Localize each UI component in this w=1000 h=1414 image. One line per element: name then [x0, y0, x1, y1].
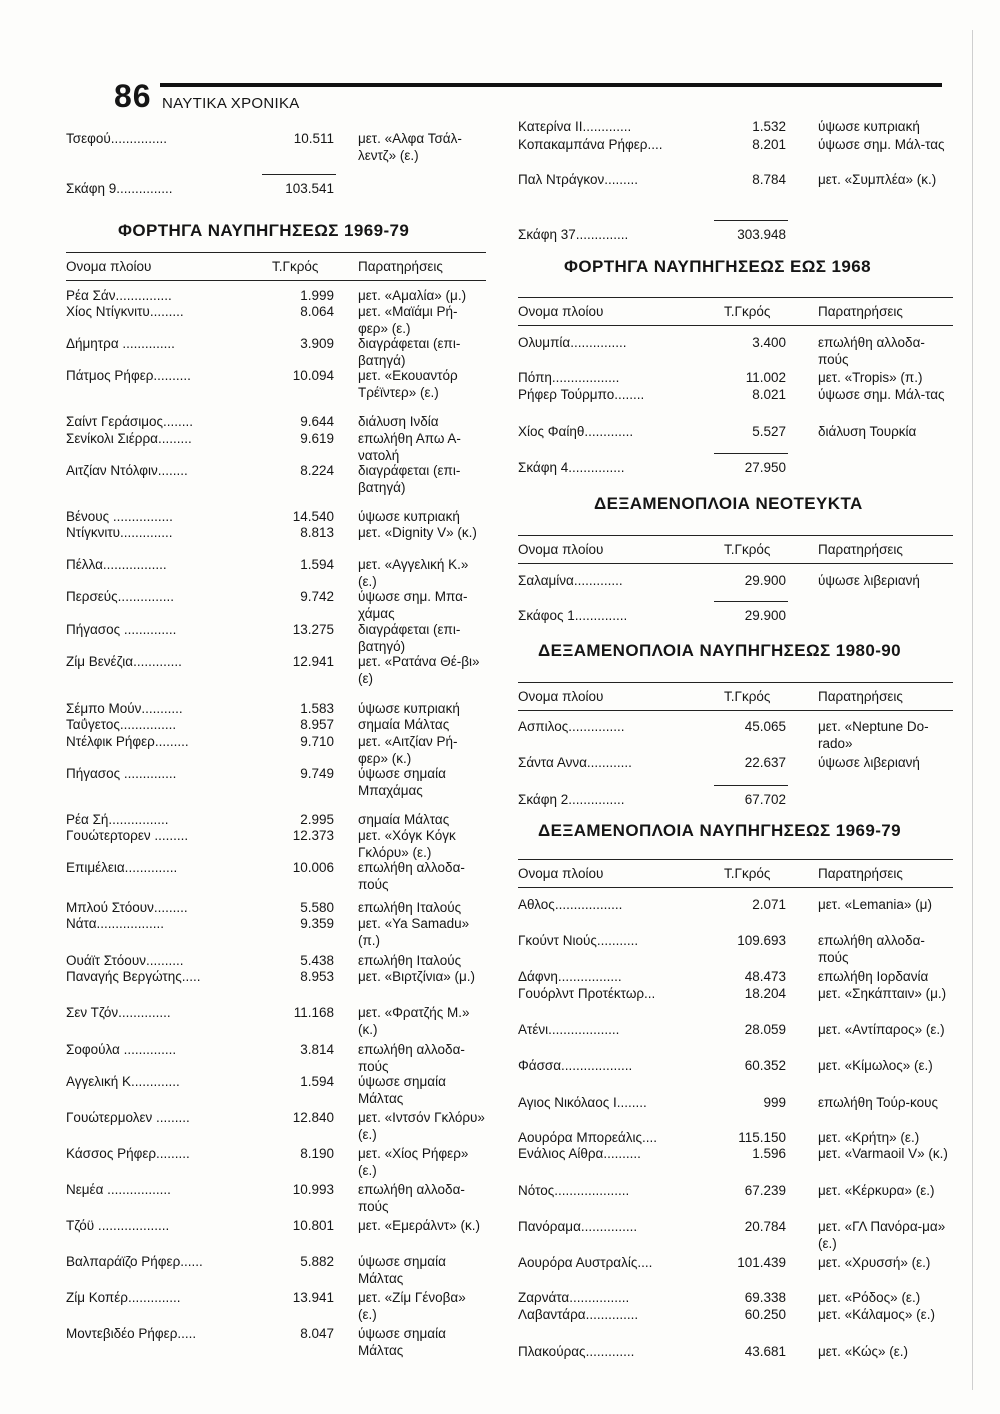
left-row-tons: 8.190 — [300, 1146, 334, 1161]
left-row-tons: 9.742 — [300, 589, 334, 604]
section5-title: ΔΕΞΑΜΕΝΟΠΛΟΙΑ ΝΑΥΠΗΓΗΣΕΩΣ 1969-79 — [538, 821, 901, 840]
left-row-name: Ζίμ Βενέζια............. — [66, 654, 182, 669]
left-row-tons: 3.909 — [300, 336, 334, 351]
left-row-name: Μοντεβιδέο Ρήφερ..... — [66, 1326, 197, 1341]
left-row-name: Πήγασος .............. — [66, 622, 177, 637]
section2-row-remark: ύψωσε σημ. Μάλ-τας — [818, 387, 945, 402]
left-row-remark: ύψωσε σημαία Μάλτας — [358, 1326, 446, 1358]
section5-row-tons: 67.239 — [744, 1183, 786, 1198]
section5-row-tons: 101.439 — [737, 1255, 786, 1270]
left-row-tons: 5.438 — [300, 953, 334, 968]
left-row-tons: 10.006 — [292, 860, 334, 875]
left-row-remark: ύψωσε σημαία Μπαχάμας — [358, 766, 446, 798]
section2-row-tons: 3.400 — [752, 335, 786, 350]
right-top-row-name: Κατερίνα ΙΙ............. — [518, 119, 632, 134]
section5-row-remark: μετ. «Κέρκυρα» (ε.) — [818, 1183, 935, 1198]
section4-row-name: Ασπιλος............... — [518, 719, 625, 734]
right-top-total-value: 303.948 — [737, 227, 786, 242]
left-row-tons: 10.094 — [292, 368, 334, 383]
section5-row-remark: επωλήθη Τούρ-κους — [818, 1095, 939, 1110]
left-row-name: Ταΰγετος............... — [66, 717, 177, 732]
left-row-tons: 1.594 — [300, 557, 334, 572]
section4-row-tons: 45.065 — [744, 719, 786, 734]
left-row-tons: 12.941 — [292, 654, 334, 669]
left-top-row-tons: 10.511 — [293, 131, 334, 146]
left-row-name: Τζόϋ ................... — [66, 1218, 170, 1233]
section2-row-name: Πόπη.................. — [518, 370, 620, 385]
section5-row-name: Νότος.................... — [518, 1183, 630, 1198]
left-row-name: Κάσσος Ρήφερ......... — [66, 1146, 190, 1161]
left-header-bottom-rule — [66, 280, 486, 281]
left-row-remark: ύψωσε σημ. Μπα-χάμας — [358, 589, 468, 621]
section3-total-label: Σκάφος 1.............. — [518, 608, 628, 623]
left-row-remark: επωλήθη Ιταλούς — [358, 900, 462, 915]
scan-edge-line — [972, 30, 973, 1390]
section3-header-remarks: Παρατηρήσεις — [818, 542, 903, 557]
left-row-name: Επιμέλεια.............. — [66, 860, 178, 875]
left-row-name: Δήμητρα .............. — [66, 336, 175, 351]
left-row-tons: 9.619 — [300, 431, 334, 446]
section4-total-label: Σκάφη 2............... — [518, 792, 625, 807]
section5-row-name: Αουρόρα Αυστραλίς.... — [518, 1255, 653, 1270]
left-row-remark: σημαία Μάλτας — [358, 717, 450, 732]
left-row-remark: μετ. «Χόγκ Κόγκ Γκλόρυ» (ε.) — [358, 828, 456, 860]
section4-row-tons: 22.637 — [744, 755, 786, 770]
left-row-tons: 1.583 — [300, 701, 334, 716]
section5-row-tons: 109.693 — [737, 933, 786, 948]
left-row-remark: διαγράφεται (επι-βατηγό) — [358, 622, 461, 654]
section5-row-name: Αγιος Νικόλαος Ι........ — [518, 1095, 647, 1110]
section4-header-bottom-rule — [518, 710, 953, 711]
section5-row-tons: 43.681 — [744, 1344, 786, 1359]
section5-row-remark: μετ. «Lemania» (μ) — [818, 897, 932, 912]
left-row-name: Ουάϊτ Στόουν.......... — [66, 953, 184, 968]
left-row-name: Πάτμος Ρήφερ.......... — [66, 368, 191, 383]
left-row-remark: επωλήθη αλλοδα-πούς — [358, 860, 465, 892]
section2-header-name: Ονομα πλοίου — [518, 304, 604, 319]
section5-row-tons: 115.150 — [738, 1130, 786, 1145]
left-row-name: Πήγασος .............. — [66, 766, 177, 781]
left-row-tons: 9.749 — [300, 766, 334, 781]
right-top-row-remark: ύψωσε κυπριακή — [818, 119, 920, 134]
left-row-name: Ρέα Σή................ — [66, 812, 169, 827]
section5-header-top-rule — [518, 859, 953, 860]
section5-row-remark: επωλήθη Ιορδανία — [818, 969, 929, 984]
section5-row-tons: 60.352 — [744, 1058, 786, 1073]
left-header-tons: Τ.Γκρός — [272, 259, 319, 274]
section5-row-tons: 18.204 — [744, 986, 786, 1001]
section5-row-name: Αθλος.................. — [518, 897, 623, 912]
section3-row-remark: ύψωσε λιβεριανή — [818, 573, 920, 588]
section5-row-name: Δάφνη................. — [518, 969, 622, 984]
right-top-total-label: Σκάφη 37.............. — [518, 227, 629, 242]
left-header-name: Ονομα πλοίου — [66, 259, 152, 274]
left-row-name: Ντίγκνιτυ.............. — [66, 525, 173, 540]
left-row-name: Βαλπαράϊζο Ρήφερ...... — [66, 1254, 203, 1269]
section2-total-rule — [714, 453, 788, 454]
left-top-total-rule — [262, 174, 336, 175]
left-row-tons: 9.359 — [300, 916, 334, 931]
section4-title: ΔΕΞΑΜΕΝΟΠΛΟΙΑ ΝΑΥΠΗΓΗΣΕΩΣ 1980-90 — [538, 641, 901, 660]
left-row-name: Ντέλφικ Ρήφερ......... — [66, 734, 189, 749]
section5-row-tons: 999 — [763, 1095, 786, 1110]
section2-row-name: Ολυμπία............... — [518, 335, 627, 350]
left-row-name: Αγγελική Κ............. — [66, 1074, 180, 1089]
section5-row-name: Πλακούρας............. — [518, 1344, 635, 1359]
section2-header-top-rule — [518, 297, 953, 298]
section4-header-remarks: Παρατηρήσεις — [818, 689, 903, 704]
section2-row-tons: 5.527 — [752, 424, 786, 439]
section5-row-name: Ατένι................... — [518, 1022, 620, 1037]
left-row-remark: ύψωσε κυπριακή — [358, 509, 460, 524]
left-row-remark: μετ. «Αιτζίαν Ρή-φερ» (κ.) — [358, 734, 458, 766]
right-top-row-remark: μετ. «Συμπλέα» (κ.) — [818, 172, 937, 187]
section4-header-name: Ονομα πλοίου — [518, 689, 604, 704]
section2-row-remark: μετ. «Tropis» (π.) — [818, 370, 923, 385]
section2-row-name: Χίος Φαίηθ............. — [518, 424, 634, 439]
magazine-title: ΝΑΥΤΙΚΑ ΧΡΟΝΙΚΑ — [162, 95, 300, 112]
section3-header-bottom-rule — [518, 563, 953, 564]
section2-header-tons: Τ.Γκρός — [724, 304, 771, 319]
left-row-tons: 8.957 — [300, 717, 334, 732]
left-row-name: Μπλού Στόουν......... — [66, 900, 188, 915]
section5-row-name: Λαβαντάρα.............. — [518, 1307, 639, 1322]
section4-total-rule — [714, 785, 788, 786]
section3-row-tons: 29.900 — [744, 573, 786, 588]
left-row-name: Γουώτερμολεν ......... — [66, 1110, 190, 1125]
right-top-row-remark: ύψωσε σημ. Μάλ-τας — [818, 137, 945, 152]
section5-row-tons: 28.059 — [744, 1022, 786, 1037]
left-row-name: Ρέα Σάν............... — [66, 288, 172, 303]
section4-total-value: 67.702 — [744, 792, 786, 807]
right-top-row-name: Κοπακαμπάνα Ρήφερ.... — [518, 137, 663, 152]
section5-row-tons: 2.071 — [752, 897, 786, 912]
section5-header-name: Ονομα πλοίου — [518, 866, 604, 881]
left-row-name: Αιτζίαν Ντόλφιν........ — [66, 463, 188, 478]
section4-header-tons: Τ.Γκρός — [724, 689, 771, 704]
section2-row-name: Ρήφερ Τούρμπο........ — [518, 387, 645, 402]
section5-row-name: Ζαρνάτα................ — [518, 1290, 630, 1305]
section2-row-remark: επωλήθη αλλοδα-πούς — [818, 335, 925, 367]
right-top-row-tons: 1.532 — [752, 119, 786, 134]
section-title: ΦΟΡΤΗΓΑ ΝΑΥΠΗΓΗΣΕΩΣ 1969-79 — [118, 221, 410, 240]
section5-row-remark: μετ. «ΓΛ Πανόρα-μα» (ε.) — [818, 1219, 946, 1251]
section5-row-tons: 1.596 — [752, 1146, 786, 1161]
left-row-tons: 11.168 — [293, 1005, 334, 1020]
section5-row-name: Γουόρλντ Προτέκτωρ... — [518, 986, 656, 1001]
left-row-remark: μετ. «Χίος Ρήφερ» (ε.) — [358, 1146, 469, 1178]
section3-total-rule — [714, 601, 788, 602]
left-row-remark: ύψωσε σημαία Μάλτας — [358, 1074, 446, 1106]
right-top-row-tons: 8.784 — [752, 172, 786, 187]
left-row-tons: 13.275 — [292, 622, 334, 637]
section4-row-remark: μετ. «Neptune Do-rado» — [818, 719, 929, 751]
section3-total-value: 29.900 — [744, 608, 786, 623]
left-row-tons: 8.953 — [300, 969, 334, 984]
left-row-remark: σημαία Μάλτας — [358, 812, 450, 827]
left-row-name: Νεμέα ................. — [66, 1182, 171, 1197]
section2-row-tons: 11.002 — [745, 370, 786, 385]
left-row-remark: μετ. «Αγγελική Κ.» (ε.) — [358, 557, 469, 589]
section2-header-bottom-rule — [518, 325, 953, 326]
section5-row-tons: 48.473 — [744, 969, 786, 984]
left-row-name: Παναγής Βεργώτης..... — [66, 969, 201, 984]
left-row-tons: 1.999 — [300, 288, 334, 303]
left-row-remark: μετ. «Ya Samadu» (π.) — [358, 916, 470, 948]
left-row-name: Γουώτερτορεν ......... — [66, 828, 189, 843]
left-row-remark: μετ. «Ρατάνα Θέ-βι» (ε) — [358, 654, 480, 686]
right-top-total-rule — [714, 220, 788, 221]
right-top-row-name: Παλ Ντράγκον......... — [518, 172, 638, 187]
left-row-tons: 8.813 — [300, 525, 334, 540]
left-row-tons: 12.373 — [292, 828, 334, 843]
section2-total-value: 27.950 — [744, 460, 786, 475]
left-row-remark: διαγράφεται (επι-βατηγά) — [358, 463, 461, 495]
left-row-remark: διάλυση Ινδία — [358, 414, 439, 429]
section4-header-top-rule — [518, 682, 953, 683]
left-row-remark: μετ. «Ζίμ Γένοβα» (ε.) — [358, 1290, 466, 1322]
left-row-tons: 10.993 — [292, 1182, 334, 1197]
page-number: 86 — [114, 78, 152, 114]
left-row-remark: διαγράφεται (επι-βατηγά) — [358, 336, 461, 368]
section5-header-bottom-rule — [518, 887, 953, 888]
section4-row-remark: ύψωσε λιβεριανή — [818, 755, 920, 770]
section5-row-name: Αουρόρα Μπορεάλις.... — [518, 1130, 657, 1145]
left-row-tons: 9.710 — [300, 734, 334, 749]
left-row-remark: μετ. «Βιρτζίνια» (μ.) — [358, 969, 476, 984]
section5-row-remark: μετ. «Varmaoil V» (κ.) — [818, 1146, 948, 1161]
left-row-name: Βένους ................ — [66, 509, 173, 524]
section5-row-tons: 60.250 — [744, 1307, 786, 1322]
section5-row-remark: μετ. «Σηκάπταιν» (μ.) — [818, 986, 947, 1001]
section2-row-remark: διάλυση Τουρκία — [818, 424, 917, 439]
section5-row-remark: μετ. «Κάλαμος» (ε.) — [818, 1307, 935, 1322]
section2-total-label: Σκάφη 4............... — [518, 460, 625, 475]
section5-row-remark: μετ. «Κρήτη» (ε.) — [818, 1130, 920, 1145]
section5-row-remark: μετ. «Κώς» (ε.) — [818, 1344, 909, 1359]
left-row-remark: επωλήθη αλλοδα-πούς — [358, 1042, 465, 1074]
left-row-tons: 5.580 — [300, 900, 334, 915]
left-row-tons: 8.064 — [300, 304, 334, 319]
section5-row-name: Γκούντ Νιούς........... — [518, 933, 639, 948]
section3-header-tons: Τ.Γκρός — [724, 542, 771, 557]
left-row-remark: ύψωσε κυπριακή — [358, 701, 460, 716]
section5-row-name: Ενάλιος Αίθρα.......... — [518, 1146, 641, 1161]
section5-row-remark: επωλήθη αλλοδα-πούς — [818, 933, 925, 965]
left-row-tons: 10.801 — [292, 1218, 334, 1233]
left-row-name: Περσεύς............... — [66, 589, 174, 604]
left-row-name: Νάτα.................. — [66, 916, 165, 931]
right-top-row-tons: 8.201 — [752, 137, 786, 152]
left-row-remark: επωλήθη αλλοδα-πούς — [358, 1182, 465, 1214]
left-row-remark: μετ. «Dignity V» (κ.) — [358, 525, 477, 540]
left-top-row-name: Τσεφού............... — [66, 131, 168, 146]
right-column — [518, 0, 958, 1414]
left-row-remark: ύψωσε σημαία Μάλτας — [358, 1254, 446, 1286]
section5-row-name: Φάσσα................... — [518, 1058, 633, 1073]
left-row-name: Σέμπο Μούν........... — [66, 701, 183, 716]
left-row-name: Χίος Ντίγκνιτυ......... — [66, 304, 184, 319]
left-row-name: Πέλλα................. — [66, 557, 167, 572]
left-row-name: Ζίμ Κοπέρ.............. — [66, 1290, 181, 1305]
left-top-row-remark: μετ. «Αλφα Τσάλ-λεντζ» (ε.) — [358, 131, 462, 163]
left-row-name: Σαίντ Γεράσιμος........ — [66, 414, 194, 429]
left-row-name: Σεν Τζόν.............. — [66, 1005, 171, 1020]
left-row-tons: 1.594 — [300, 1074, 334, 1089]
left-top-total-label: Σκάφη 9............... — [66, 181, 173, 196]
left-row-tons: 9.644 — [300, 414, 334, 429]
left-row-tons: 12.840 — [292, 1110, 334, 1125]
section5-row-name: Πανόραμα............... — [518, 1219, 638, 1234]
section5-row-tons: 20.784 — [744, 1219, 786, 1234]
section3-header-name: Ονομα πλοίου — [518, 542, 604, 557]
left-header-top-rule — [66, 252, 486, 253]
section2-title: ΦΟΡΤΗΓΑ ΝΑΥΠΗΓΗΣΕΩΣ ΕΩΣ 1968 — [564, 257, 871, 276]
section5-row-remark: μετ. «Κίμωλος» (ε.) — [818, 1058, 933, 1073]
left-row-name: Σενίκολι Σιέρρα......... — [66, 431, 192, 446]
left-row-tons: 2.995 — [300, 812, 334, 827]
left-header-remarks: Παρατηρήσεις — [358, 259, 443, 274]
left-column — [66, 0, 491, 1414]
left-row-remark: μετ. «Ιντσόν Γκλόρυ» (ε.) — [358, 1110, 485, 1142]
section3-title: ΔΕΞΑΜΕΝΟΠΛΟΙΑ ΝΕΟΤΕΥΚΤΑ — [594, 494, 863, 513]
section5-row-remark: μετ. «Χρυσσή» (ε.) — [818, 1255, 931, 1270]
left-row-tons: 5.882 — [300, 1254, 334, 1269]
section3-row-name: Σαλαμίνα............. — [518, 573, 623, 588]
left-row-tons: 3.814 — [300, 1042, 334, 1057]
section4-row-name: Σάντα Αννα............ — [518, 755, 632, 770]
left-row-tons: 8.047 — [300, 1326, 334, 1341]
section2-row-tons: 8.021 — [752, 387, 786, 402]
section5-row-tons: 69.338 — [744, 1290, 786, 1305]
left-row-tons: 13.941 — [292, 1290, 334, 1305]
left-row-tons: 8.224 — [300, 463, 334, 478]
section3-header-top-rule — [518, 535, 953, 536]
section5-row-remark: μετ. «Αντίπαρος» (ε.) — [818, 1022, 945, 1037]
left-row-remark: μετ. «Φρατζής Μ.» (κ.) — [358, 1005, 470, 1037]
section5-header-tons: Τ.Γκρός — [724, 866, 771, 881]
section5-row-remark: μετ. «Ρόδος» (ε.) — [818, 1290, 921, 1305]
left-top-total-value: 103.541 — [285, 181, 334, 196]
left-row-remark: μετ. «Μαϊάμι Ρή-φερ» (ε.) — [358, 304, 458, 336]
section2-header-remarks: Παρατηρήσεις — [818, 304, 903, 319]
left-row-remark: μετ. «Εκουαντόρ Τρέϊντερ» (ε.) — [358, 368, 458, 400]
left-row-tons: 14.540 — [292, 509, 334, 524]
left-row-remark: μετ. «Εμεράλντ» (κ.) — [358, 1218, 481, 1233]
left-row-remark: μετ. «Αμαλία» (μ.) — [358, 288, 467, 303]
section5-header-remarks: Παρατηρήσεις — [818, 866, 903, 881]
left-row-name: Σοφούλα .............. — [66, 1042, 177, 1057]
left-row-remark: επωλήθη Απω Α-νατολή — [358, 431, 461, 463]
left-row-remark: επωλήθη Ιταλούς — [358, 953, 462, 968]
